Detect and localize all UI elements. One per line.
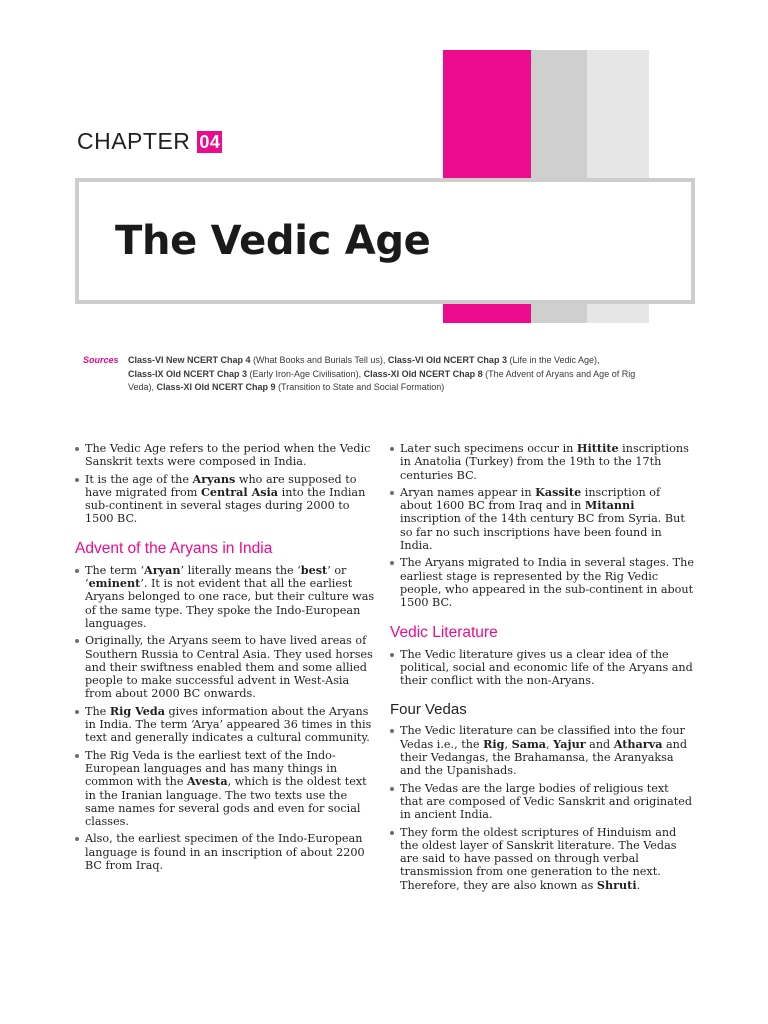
bold-term: Aryans <box>192 471 236 486</box>
list-item <box>390 826 695 892</box>
chapter-word: CHAPTER <box>77 128 191 154</box>
source-ref: Class-VI New NCERT Chap 4 <box>128 355 251 365</box>
bold-term: Aryan <box>144 562 181 577</box>
item-text: The <box>85 704 110 718</box>
source-ref: Class-VI Old NCERT Chap 3 <box>387 355 507 365</box>
source-ref: Class-XI Old NCERT Chap 9 <box>156 382 276 392</box>
item-text: It is the age of the <box>85 472 193 486</box>
item-text: inscriptions in Anatolia (Turkey) from the 19th to the 17th centuries BC. <box>400 442 689 482</box>
source-desc: (What Books and Burials Tell us), <box>250 355 388 365</box>
bold-term: Sama <box>511 736 547 751</box>
item-text: and their Vedangas, the Brahamansa, the Aranyaksa and the Upanishads. <box>400 737 688 778</box>
bold-term: Yajur <box>553 736 586 751</box>
item-text: They form the oldest scriptures of Hinduism and the oldest layer of Sanskrit literature. The Vedas are said to have passed on through verbal transmission from one generation to the next. Therefore, they are also known as <box>400 825 677 892</box>
bold-term: best <box>300 562 328 577</box>
list-item <box>75 749 375 829</box>
list-item <box>75 564 375 630</box>
item-text: Later such specimens occur in <box>400 442 577 455</box>
item-text: The Vedas are the large bodies of religious text that are composed of Vedic Sanskrit and originated in ancient India. <box>400 781 693 822</box>
list-item <box>390 782 695 822</box>
sources-block <box>83 354 643 395</box>
item-text: , which is the oldest text in the Iranian language. The two texts use the same names for several gods and even for social classes. <box>85 775 367 829</box>
item-text: The Rig Veda is the earliest text of the Indo-European languages and has many things in common with the <box>85 748 338 789</box>
source-desc: (The Advent of Aryans and Age of Rig Veda), <box>128 368 636 392</box>
item-text: The Vedic literature can be classified into the four Vedas i.e., the <box>400 724 685 751</box>
item-text: . <box>636 878 641 892</box>
list-item <box>390 486 695 552</box>
advent-list <box>75 564 375 873</box>
subsection-heading-four-vedas: Four Vedas <box>390 701 467 719</box>
page-title: The Vedic Age <box>115 218 431 264</box>
list-item <box>390 648 695 688</box>
literature-list <box>390 648 695 688</box>
bold-term: Rig Veda <box>109 703 165 718</box>
list-item <box>390 442 695 482</box>
item-text: ’ or ‘ <box>85 563 347 591</box>
title-box <box>75 178 695 304</box>
source-ref: Class-XI Old NCERT Chap 8 <box>363 368 483 379</box>
bold-term: Atharva <box>613 736 663 751</box>
item-text: The Vedic literature gives us a clear idea of the political, social and economic life of the Aryans and their conflict with the non-Aryans. <box>400 647 693 688</box>
item-text: The Aryans migrated to India in several stages. The earliest stage is represented by the Rig Vedic people, who appeared in the sub-continent in about 1500 BC. <box>400 556 694 610</box>
source-ref: Class-IX Old NCERT Chap 3 <box>128 368 248 379</box>
bold-term: Avesta <box>187 774 228 789</box>
chapter-label <box>77 128 222 155</box>
item-text: into the Indian sub-continent in several stages during 2000 to 1500 BC. <box>85 485 366 526</box>
bold-term: Shruti <box>596 877 637 892</box>
item-text: , <box>546 737 554 751</box>
section-heading-advent: Advent of the Aryans in India <box>75 539 273 557</box>
list-item <box>75 832 375 872</box>
source-desc: (Transition to State and Social Formation) <box>275 382 445 392</box>
list-item <box>75 705 375 745</box>
bold-term: Mitanni <box>584 498 635 513</box>
item-text: ’ literally means the ‘ <box>180 563 301 577</box>
bold-term: Rig <box>483 736 505 751</box>
source-desc: (Life in the Vedic Age), <box>506 355 600 365</box>
specimen-list <box>390 442 695 610</box>
vedas-list <box>390 724 695 892</box>
list-item <box>390 556 695 609</box>
chapter-number: 04 <box>199 131 221 152</box>
item-text: Originally, the Aryans seem to have lived areas of Southern Russia to Central Asia. They used horses and their swiftness enabled them and some allied people to make successful advent in West-Asia from about 2000 BC onwards. <box>85 634 373 701</box>
item-text: inscription of about 1600 BC from Iraq and in <box>400 485 661 513</box>
right-column <box>390 442 695 896</box>
item-text: and <box>585 737 614 751</box>
item-text: Also, the earliest specimen of the Indo-European language is found in an inscription of about 2200 BC from Iraq. <box>85 832 365 873</box>
bold-term: Central Asia <box>200 484 279 499</box>
intro-list <box>75 442 375 526</box>
item-text: Aryan names appear in <box>400 485 536 499</box>
bold-term: Hittite <box>576 441 619 455</box>
item-text: The term ‘ <box>85 563 145 577</box>
item-text: inscription of the 14th century BC from Syria. But so far no such inscriptions have been found in India. <box>400 512 685 553</box>
source-desc: (Early Iron-Age Civilisation), <box>247 368 364 379</box>
item-text: The Vedic Age refers to the period when the Vedic Sanskrit texts were composed in India. <box>85 442 371 469</box>
section-heading-vedic-literature: Vedic Literature <box>390 623 498 641</box>
list-item <box>75 473 375 526</box>
item-text: ’. It is not evident that all the earliest Aryans belonged to one race, but their culture was of the same type. They spoke the Indo-European languages. <box>85 577 375 630</box>
item-text: , <box>504 737 512 751</box>
list-item <box>75 442 375 469</box>
sources-list <box>128 354 643 395</box>
list-item <box>75 634 375 700</box>
left-column <box>75 442 375 876</box>
sources-label: Sources <box>83 355 119 365</box>
item-text: gives information about the Aryans in India. The term ‘Arya’ appeared 36 times in this text and generally indicates a cultural community. <box>85 704 372 745</box>
list-item <box>390 724 695 777</box>
bold-term: Kassite <box>535 484 582 499</box>
item-text: who are supposed to have migrated from <box>85 472 357 499</box>
bold-term: eminent <box>88 576 141 591</box>
